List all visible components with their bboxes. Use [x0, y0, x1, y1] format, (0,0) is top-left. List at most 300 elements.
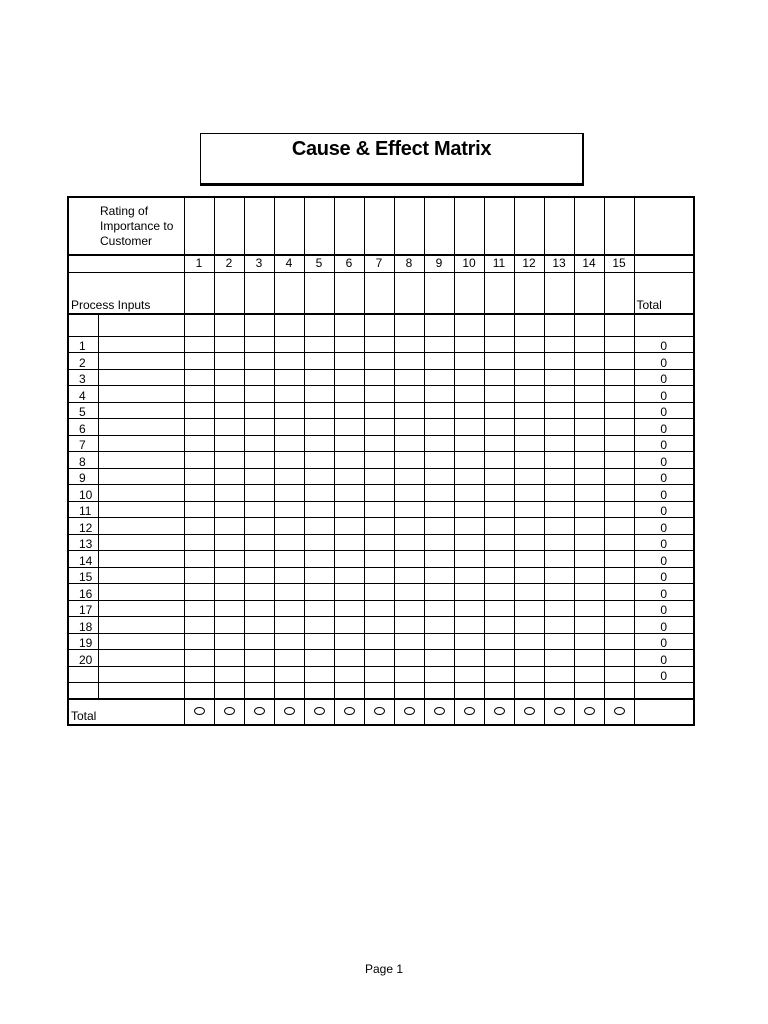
score-cell[interactable]: [574, 534, 604, 551]
process-input-cell[interactable]: [98, 567, 184, 584]
score-cell[interactable]: [274, 584, 304, 601]
score-cell[interactable]: [544, 534, 574, 551]
score-cell[interactable]: [544, 666, 574, 683]
score-cell[interactable]: [244, 402, 274, 419]
score-cell[interactable]: [514, 314, 544, 336]
score-cell[interactable]: [604, 666, 634, 683]
rating-input-cell[interactable]: [184, 197, 214, 255]
score-cell[interactable]: [274, 501, 304, 518]
rating-input-cell[interactable]: [244, 197, 274, 255]
score-cell[interactable]: [484, 666, 514, 683]
score-cell[interactable]: [394, 567, 424, 584]
score-cell[interactable]: [364, 551, 394, 568]
score-cell[interactable]: [604, 314, 634, 336]
score-cell[interactable]: [364, 584, 394, 601]
score-cell[interactable]: [424, 551, 454, 568]
score-cell[interactable]: [184, 584, 214, 601]
score-cell[interactable]: [544, 485, 574, 502]
score-cell[interactable]: [274, 353, 304, 370]
score-cell[interactable]: [454, 600, 484, 617]
score-cell[interactable]: [544, 435, 574, 452]
score-cell[interactable]: [304, 551, 334, 568]
score-cell[interactable]: [334, 314, 364, 336]
score-cell[interactable]: [274, 452, 304, 469]
process-input-cell[interactable]: [98, 468, 184, 485]
process-input-cell[interactable]: [98, 386, 184, 403]
score-cell[interactable]: [244, 468, 274, 485]
output-name-cell[interactable]: [184, 272, 214, 314]
output-name-cell[interactable]: [304, 272, 334, 314]
score-cell[interactable]: [394, 617, 424, 634]
score-cell[interactable]: [544, 518, 574, 535]
score-cell[interactable]: [304, 353, 334, 370]
score-cell[interactable]: [514, 633, 544, 650]
score-cell[interactable]: [364, 369, 394, 386]
score-cell[interactable]: [214, 600, 244, 617]
score-cell[interactable]: [604, 386, 634, 403]
score-cell[interactable]: [244, 584, 274, 601]
score-cell[interactable]: [484, 617, 514, 634]
output-name-cell[interactable]: [214, 272, 244, 314]
score-cell[interactable]: [514, 402, 544, 419]
score-cell[interactable]: [304, 402, 334, 419]
score-cell[interactable]: [574, 485, 604, 502]
score-cell[interactable]: [574, 468, 604, 485]
score-cell[interactable]: [334, 551, 364, 568]
score-cell[interactable]: [394, 402, 424, 419]
output-name-cell[interactable]: [484, 272, 514, 314]
score-cell[interactable]: [214, 314, 244, 336]
score-cell[interactable]: [484, 650, 514, 667]
score-cell[interactable]: [214, 567, 244, 584]
score-cell[interactable]: [544, 468, 574, 485]
score-cell[interactable]: [244, 336, 274, 353]
score-cell[interactable]: [304, 419, 334, 436]
score-cell[interactable]: [484, 683, 514, 699]
score-cell[interactable]: [394, 353, 424, 370]
score-cell[interactable]: [424, 369, 454, 386]
score-cell[interactable]: [214, 435, 244, 452]
output-name-cell[interactable]: [394, 272, 424, 314]
score-cell[interactable]: [514, 617, 544, 634]
score-cell[interactable]: [574, 518, 604, 535]
score-cell[interactable]: [214, 584, 244, 601]
score-cell[interactable]: [454, 336, 484, 353]
score-cell[interactable]: [304, 617, 334, 634]
rating-input-cell[interactable]: [394, 197, 424, 255]
score-cell[interactable]: [454, 435, 484, 452]
score-cell[interactable]: [274, 518, 304, 535]
score-cell[interactable]: [364, 518, 394, 535]
score-cell[interactable]: [574, 435, 604, 452]
score-cell[interactable]: [424, 336, 454, 353]
output-name-cell[interactable]: [544, 272, 574, 314]
process-input-cell[interactable]: [98, 336, 184, 353]
rating-input-cell[interactable]: [214, 197, 244, 255]
rating-input-cell[interactable]: [604, 197, 634, 255]
process-input-cell[interactable]: [98, 419, 184, 436]
process-input-cell[interactable]: [98, 518, 184, 535]
process-input-cell[interactable]: [98, 369, 184, 386]
score-cell[interactable]: [574, 600, 604, 617]
score-cell[interactable]: [364, 435, 394, 452]
score-cell[interactable]: [214, 419, 244, 436]
score-cell[interactable]: [514, 468, 544, 485]
score-cell[interactable]: [334, 419, 364, 436]
score-cell[interactable]: [484, 452, 514, 469]
score-cell[interactable]: [454, 518, 484, 535]
score-cell[interactable]: [334, 633, 364, 650]
score-cell[interactable]: [454, 402, 484, 419]
score-cell[interactable]: [574, 501, 604, 518]
score-cell[interactable]: [424, 534, 454, 551]
score-cell[interactable]: [184, 600, 214, 617]
score-cell[interactable]: [184, 485, 214, 502]
score-cell[interactable]: [544, 336, 574, 353]
score-cell[interactable]: [274, 617, 304, 634]
score-cell[interactable]: [394, 518, 424, 535]
score-cell[interactable]: [184, 534, 214, 551]
score-cell[interactable]: [604, 336, 634, 353]
score-cell[interactable]: [484, 402, 514, 419]
score-cell[interactable]: [454, 534, 484, 551]
score-cell[interactable]: [394, 650, 424, 667]
score-cell[interactable]: [184, 551, 214, 568]
rating-input-cell[interactable]: [484, 197, 514, 255]
score-cell[interactable]: [484, 353, 514, 370]
score-cell[interactable]: [424, 353, 454, 370]
score-cell[interactable]: [184, 386, 214, 403]
score-cell[interactable]: [544, 501, 574, 518]
score-cell[interactable]: [604, 650, 634, 667]
score-cell[interactable]: [214, 650, 244, 667]
score-cell[interactable]: [514, 386, 544, 403]
score-cell[interactable]: [454, 353, 484, 370]
process-input-cell[interactable]: [98, 314, 184, 336]
score-cell[interactable]: [574, 567, 604, 584]
score-cell[interactable]: [364, 666, 394, 683]
score-cell[interactable]: [394, 435, 424, 452]
score-cell[interactable]: [424, 435, 454, 452]
score-cell[interactable]: [394, 683, 424, 699]
score-cell[interactable]: [244, 518, 274, 535]
score-cell[interactable]: [484, 518, 514, 535]
score-cell[interactable]: [214, 353, 244, 370]
score-cell[interactable]: [184, 518, 214, 535]
score-cell[interactable]: [394, 633, 424, 650]
score-cell[interactable]: [574, 650, 604, 667]
score-cell[interactable]: [184, 617, 214, 634]
process-input-cell[interactable]: [98, 501, 184, 518]
score-cell[interactable]: [184, 567, 214, 584]
score-cell[interactable]: [304, 600, 334, 617]
score-cell[interactable]: [214, 518, 244, 535]
output-name-cell[interactable]: [244, 272, 274, 314]
score-cell[interactable]: [574, 584, 604, 601]
score-cell[interactable]: [514, 369, 544, 386]
score-cell[interactable]: [244, 452, 274, 469]
score-cell[interactable]: [364, 386, 394, 403]
score-cell[interactable]: [304, 485, 334, 502]
score-cell[interactable]: [184, 452, 214, 469]
score-cell[interactable]: [394, 336, 424, 353]
score-cell[interactable]: [184, 336, 214, 353]
process-input-cell[interactable]: [98, 402, 184, 419]
process-input-cell[interactable]: [98, 666, 184, 683]
score-cell[interactable]: [454, 567, 484, 584]
score-cell[interactable]: [274, 633, 304, 650]
score-cell[interactable]: [544, 567, 574, 584]
score-cell[interactable]: [364, 633, 394, 650]
score-cell[interactable]: [604, 419, 634, 436]
score-cell[interactable]: [304, 501, 334, 518]
score-cell[interactable]: [514, 650, 544, 667]
score-cell[interactable]: [604, 584, 634, 601]
score-cell[interactable]: [454, 314, 484, 336]
score-cell[interactable]: [214, 551, 244, 568]
score-cell[interactable]: [604, 551, 634, 568]
score-cell[interactable]: [454, 485, 484, 502]
score-cell[interactable]: [574, 683, 604, 699]
score-cell[interactable]: [454, 419, 484, 436]
score-cell[interactable]: [334, 650, 364, 667]
score-cell[interactable]: [364, 468, 394, 485]
score-cell[interactable]: [334, 336, 364, 353]
score-cell[interactable]: [274, 666, 304, 683]
score-cell[interactable]: [394, 386, 424, 403]
score-cell[interactable]: [244, 683, 274, 699]
score-cell[interactable]: [424, 584, 454, 601]
score-cell[interactable]: [514, 683, 544, 699]
score-cell[interactable]: [394, 314, 424, 336]
score-cell[interactable]: [484, 551, 514, 568]
score-cell[interactable]: [304, 534, 334, 551]
score-cell[interactable]: [514, 485, 544, 502]
score-cell[interactable]: [334, 468, 364, 485]
score-cell[interactable]: [244, 435, 274, 452]
score-cell[interactable]: [454, 633, 484, 650]
rating-input-cell[interactable]: [514, 197, 544, 255]
score-cell[interactable]: [304, 314, 334, 336]
process-input-cell[interactable]: [98, 534, 184, 551]
score-cell[interactable]: [484, 468, 514, 485]
score-cell[interactable]: [184, 353, 214, 370]
score-cell[interactable]: [394, 369, 424, 386]
score-cell[interactable]: [394, 419, 424, 436]
process-input-cell[interactable]: [98, 617, 184, 634]
score-cell[interactable]: [484, 584, 514, 601]
score-cell[interactable]: [574, 353, 604, 370]
output-name-cell[interactable]: [514, 272, 544, 314]
score-cell[interactable]: [484, 633, 514, 650]
score-cell[interactable]: [184, 402, 214, 419]
score-cell[interactable]: [334, 567, 364, 584]
score-cell[interactable]: [604, 485, 634, 502]
score-cell[interactable]: [334, 534, 364, 551]
score-cell[interactable]: [364, 683, 394, 699]
score-cell[interactable]: [484, 534, 514, 551]
score-cell[interactable]: [514, 551, 544, 568]
process-input-cell[interactable]: [98, 485, 184, 502]
score-cell[interactable]: [454, 501, 484, 518]
score-cell[interactable]: [484, 567, 514, 584]
score-cell[interactable]: [334, 386, 364, 403]
score-cell[interactable]: [334, 369, 364, 386]
output-name-cell[interactable]: [274, 272, 304, 314]
score-cell[interactable]: [244, 501, 274, 518]
score-cell[interactable]: [454, 584, 484, 601]
score-cell[interactable]: [304, 435, 334, 452]
score-cell[interactable]: [574, 402, 604, 419]
score-cell[interactable]: [274, 650, 304, 667]
score-cell[interactable]: [364, 534, 394, 551]
score-cell[interactable]: [184, 435, 214, 452]
score-cell[interactable]: [334, 452, 364, 469]
score-cell[interactable]: [364, 650, 394, 667]
output-name-cell[interactable]: [424, 272, 454, 314]
score-cell[interactable]: [574, 314, 604, 336]
score-cell[interactable]: [424, 386, 454, 403]
rating-input-cell[interactable]: [304, 197, 334, 255]
score-cell[interactable]: [334, 518, 364, 535]
score-cell[interactable]: [544, 551, 574, 568]
score-cell[interactable]: [214, 386, 244, 403]
score-cell[interactable]: [604, 633, 634, 650]
score-cell[interactable]: [604, 600, 634, 617]
score-cell[interactable]: [214, 683, 244, 699]
score-cell[interactable]: [544, 617, 574, 634]
score-cell[interactable]: [394, 501, 424, 518]
score-cell[interactable]: [334, 600, 364, 617]
score-cell[interactable]: [424, 650, 454, 667]
score-cell[interactable]: [424, 501, 454, 518]
score-cell[interactable]: [244, 386, 274, 403]
score-cell[interactable]: [244, 551, 274, 568]
score-cell[interactable]: [544, 584, 574, 601]
score-cell[interactable]: [244, 633, 274, 650]
score-cell[interactable]: [604, 518, 634, 535]
score-cell[interactable]: [334, 485, 364, 502]
score-cell[interactable]: [604, 402, 634, 419]
score-cell[interactable]: [604, 534, 634, 551]
score-cell[interactable]: [274, 386, 304, 403]
score-cell[interactable]: [454, 617, 484, 634]
score-cell[interactable]: [244, 353, 274, 370]
score-cell[interactable]: [424, 567, 454, 584]
score-cell[interactable]: [184, 314, 214, 336]
score-cell[interactable]: [454, 452, 484, 469]
score-cell[interactable]: [424, 683, 454, 699]
process-input-cell[interactable]: [98, 551, 184, 568]
score-cell[interactable]: [274, 419, 304, 436]
score-cell[interactable]: [394, 600, 424, 617]
score-cell[interactable]: [544, 353, 574, 370]
score-cell[interactable]: [424, 633, 454, 650]
score-cell[interactable]: [274, 435, 304, 452]
score-cell[interactable]: [334, 584, 364, 601]
score-cell[interactable]: [424, 617, 454, 634]
score-cell[interactable]: [514, 353, 544, 370]
score-cell[interactable]: [514, 518, 544, 535]
score-cell[interactable]: [604, 468, 634, 485]
score-cell[interactable]: [304, 518, 334, 535]
score-cell[interactable]: [334, 435, 364, 452]
score-cell[interactable]: [544, 369, 574, 386]
score-cell[interactable]: [244, 567, 274, 584]
score-cell[interactable]: [514, 419, 544, 436]
score-cell[interactable]: [244, 369, 274, 386]
score-cell[interactable]: [484, 435, 514, 452]
score-cell[interactable]: [184, 650, 214, 667]
score-cell[interactable]: [394, 551, 424, 568]
rating-input-cell[interactable]: [574, 197, 604, 255]
score-cell[interactable]: [604, 617, 634, 634]
score-cell[interactable]: [394, 666, 424, 683]
score-cell[interactable]: [424, 600, 454, 617]
score-cell[interactable]: [394, 468, 424, 485]
score-cell[interactable]: [304, 452, 334, 469]
process-input-cell[interactable]: [98, 353, 184, 370]
score-cell[interactable]: [514, 600, 544, 617]
score-cell[interactable]: [544, 633, 574, 650]
score-cell[interactable]: [184, 633, 214, 650]
score-cell[interactable]: [304, 369, 334, 386]
score-cell[interactable]: [184, 468, 214, 485]
score-cell[interactable]: [574, 666, 604, 683]
score-cell[interactable]: [214, 452, 244, 469]
score-cell[interactable]: [394, 584, 424, 601]
score-cell[interactable]: [214, 485, 244, 502]
score-cell[interactable]: [604, 435, 634, 452]
score-cell[interactable]: [304, 666, 334, 683]
score-cell[interactable]: [184, 683, 214, 699]
rating-input-cell[interactable]: [334, 197, 364, 255]
score-cell[interactable]: [514, 584, 544, 601]
score-cell[interactable]: [454, 666, 484, 683]
score-cell[interactable]: [214, 666, 244, 683]
score-cell[interactable]: [574, 617, 604, 634]
score-cell[interactable]: [274, 534, 304, 551]
score-cell[interactable]: [424, 452, 454, 469]
score-cell[interactable]: [334, 353, 364, 370]
rating-input-cell[interactable]: [544, 197, 574, 255]
score-cell[interactable]: [274, 402, 304, 419]
output-name-cell[interactable]: [364, 272, 394, 314]
score-cell[interactable]: [454, 468, 484, 485]
score-cell[interactable]: [274, 369, 304, 386]
score-cell[interactable]: [364, 485, 394, 502]
score-cell[interactable]: [454, 386, 484, 403]
score-cell[interactable]: [484, 419, 514, 436]
score-cell[interactable]: [244, 534, 274, 551]
score-cell[interactable]: [574, 633, 604, 650]
score-cell[interactable]: [304, 633, 334, 650]
score-cell[interactable]: [574, 551, 604, 568]
score-cell[interactable]: [214, 369, 244, 386]
score-cell[interactable]: [184, 419, 214, 436]
score-cell[interactable]: [394, 485, 424, 502]
score-cell[interactable]: [214, 501, 244, 518]
score-cell[interactable]: [214, 617, 244, 634]
score-cell[interactable]: [514, 666, 544, 683]
score-cell[interactable]: [484, 600, 514, 617]
score-cell[interactable]: [394, 534, 424, 551]
score-cell[interactable]: [454, 683, 484, 699]
score-cell[interactable]: [244, 485, 274, 502]
score-cell[interactable]: [214, 402, 244, 419]
score-cell[interactable]: [544, 386, 574, 403]
score-cell[interactable]: [484, 314, 514, 336]
